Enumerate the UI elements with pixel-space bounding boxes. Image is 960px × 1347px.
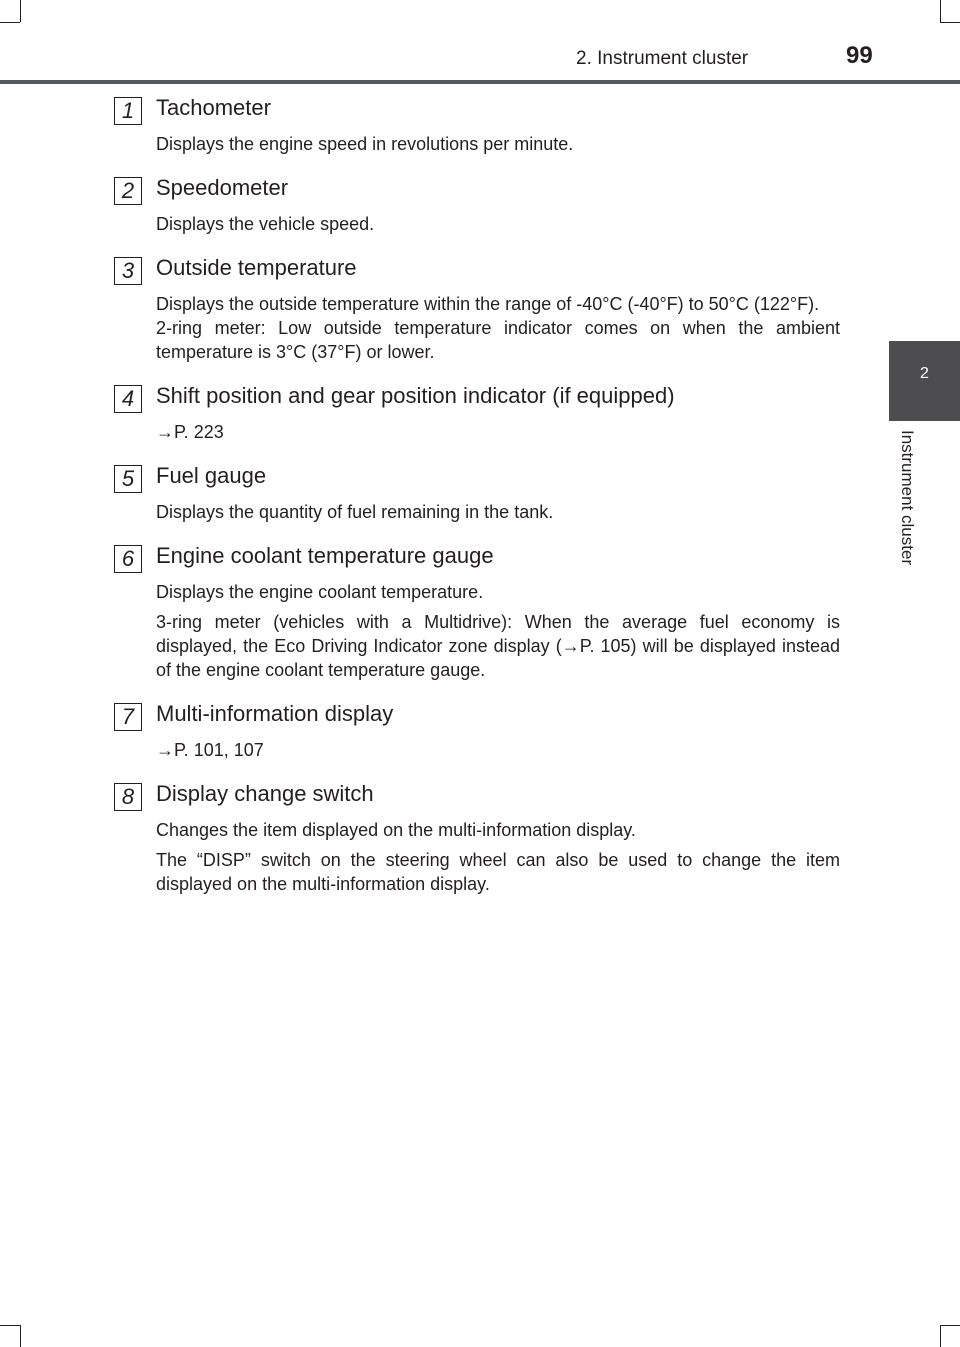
item-body: [156, 500, 840, 540]
item-heading: [114, 540, 840, 572]
item-number-box: 8: [114, 783, 142, 811]
crop-mark: [940, 1325, 941, 1347]
crop-mark: [20, 1325, 21, 1347]
item-paragraph: →P. 101, 107: [156, 740, 264, 760]
item-body: [156, 420, 840, 460]
item-body: [156, 132, 840, 172]
item-title: Shift position and gear position indicator (if equipped): [156, 383, 675, 408]
item-list: [114, 92, 840, 912]
item-number-box: 6: [114, 545, 142, 573]
item-body: [156, 292, 840, 380]
item-heading: [114, 92, 840, 124]
header-rule: [0, 80, 960, 84]
crop-mark: [20, 0, 21, 22]
item-paragraph: Displays the engine speed in revolutions per minute.: [156, 134, 574, 154]
crop-mark: [940, 1325, 960, 1326]
chapter-label: Instrument cluster: [898, 430, 917, 566]
item-heading: [114, 252, 840, 284]
crop-mark: [940, 22, 960, 23]
item-body: [156, 212, 840, 252]
item-paragraph: 2-ring meter: Low outside temperature indicator comes on when the ambient temperature is 3°C (37°F) or lower.: [156, 318, 840, 362]
crop-mark: [940, 0, 941, 22]
chapter-number: 2: [920, 365, 929, 382]
item-number-box: 3: [114, 257, 142, 285]
item-title: Outside temperature: [156, 255, 357, 280]
item-title: Display change switch: [156, 781, 374, 806]
crop-mark: [0, 1325, 20, 1326]
list-item: [114, 172, 840, 252]
item-number-box: 5: [114, 465, 142, 493]
item-heading: [114, 778, 840, 810]
item-body: [156, 738, 840, 778]
list-item: [114, 92, 840, 172]
list-item: [114, 698, 840, 778]
item-number-box: 7: [114, 703, 142, 731]
list-item: [114, 252, 840, 380]
item-paragraph: Displays the engine coolant temperature.: [156, 582, 484, 602]
item-title: Speedometer: [156, 175, 289, 200]
list-item: [114, 460, 840, 540]
item-number-box: 2: [114, 177, 142, 205]
item-paragraph: Displays the vehicle speed.: [156, 214, 375, 234]
item-body: [156, 580, 840, 698]
item-heading: [114, 380, 840, 412]
item-paragraph: 3-ring meter (vehicles with a Multidrive): When the average fuel economy is displayed, the Eco Driving Indicator zone display (→P. 105) will be displayed instead of the engine coolant temperature gauge.: [156, 612, 840, 680]
item-title: Multi-information display: [156, 701, 394, 726]
item-paragraph: Displays the quantity of fuel remaining in the tank.: [156, 502, 554, 522]
item-paragraph: Displays the outside temperature within the range of -40°C (-40°F) to 50°C (122°F).: [156, 294, 820, 314]
list-item: [114, 540, 840, 698]
item-number-box: 1: [114, 97, 142, 125]
list-item: [114, 778, 840, 912]
chapter-tab: [889, 341, 960, 421]
item-paragraph: →P. 223: [156, 422, 224, 442]
item-paragraph: The “DISP” switch on the steering wheel can also be used to change the item displayed on the multi-information display.: [156, 850, 840, 894]
item-title: Engine coolant temperature gauge: [156, 543, 494, 568]
page-number: 99: [846, 42, 873, 69]
item-title: Tachometer: [156, 95, 271, 120]
item-heading: [114, 698, 840, 730]
crop-mark: [0, 22, 20, 23]
item-heading: [114, 172, 840, 204]
section-title: 2. Instrument cluster: [576, 48, 749, 69]
item-title: Fuel gauge: [156, 463, 267, 488]
list-item: [114, 380, 840, 460]
item-number-box: 4: [114, 385, 142, 413]
item-body: [156, 818, 840, 912]
item-heading: [114, 460, 840, 492]
item-paragraph: Changes the item displayed on the multi-information display.: [156, 820, 636, 840]
